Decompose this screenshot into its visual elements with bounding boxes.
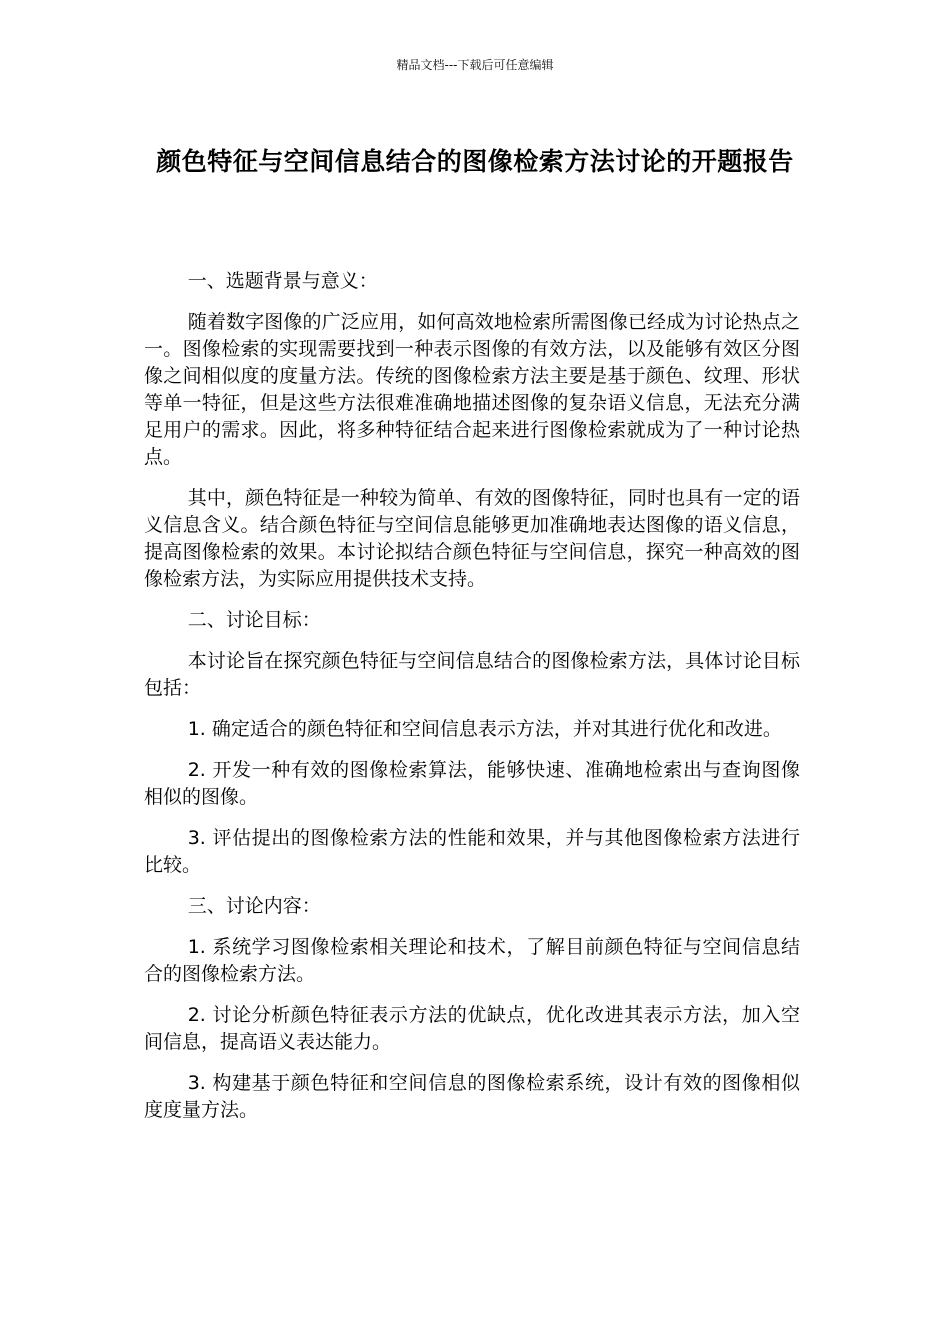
document-body <box>144 268 800 1138</box>
paragraph-background-1: 随着数字图像的广泛应用，如何高效地检索所需图像已经成为讨论热点之一。图像检索的实现需要找到一种表示图像的有效方法，以及能够有效区分图像之间相似度的度量方法。传统的图像检索方法主要是基于颜色、纹理、形状等单一特征，但是这些方法很难准确地描述图像的复杂语义信息，无法充分满足用户的需求。因此，将多种特征结合起来进行图像检索就成为了一种讨论热点。 <box>144 311 800 468</box>
paragraph-background-2: 其中，颜色特征是一种较为简单、有效的图像特征，同时也具有一定的语义信息含义。结合颜色特征与空间信息能够更加准确地表达图像的语义信息，提高图像检索的效果。本讨论拟结合颜色特征与空间信息，探究一种高效的图像检索方法，为实际应用提供技术支持。 <box>144 487 800 590</box>
list-item-goal-1: 1. 确定适合的颜色特征和空间信息表示方法，并对其进行优化和改进。 <box>187 718 782 740</box>
list-item-content-2: 2. 讨论分析颜色特征表示方法的优缺点，优化改进其表示方法，加入空间信息，提高语义表达能力。 <box>144 1004 800 1053</box>
section-heading-background: 一、选题背景与意义： <box>187 270 378 292</box>
section-heading-goals: 二、讨论目标： <box>187 609 321 631</box>
header-note: 精品文档---下载后可任意编辑 <box>396 58 554 72</box>
section-heading-content: 三、讨论内容： <box>187 895 321 917</box>
list-item-goal-2: 2. 开发一种有效的图像检索算法，能够快速、准确地检索出与查询图像相似的图像。 <box>144 759 800 808</box>
list-item-content-1: 1. 系统学习图像检索相关理论和技术，了解目前颜色特征与空间信息结合的图像检索方法。 <box>144 936 800 985</box>
list-item-content-3: 3. 构建基于颜色特征和空间信息的图像检索系统，设计有效的图像相似度度量方法。 <box>144 1072 800 1121</box>
document-title: 颜色特征与空间信息结合的图像检索方法讨论的开题报告 <box>156 147 794 176</box>
list-item-goal-3: 3. 评估提出的图像检索方法的性能和效果，并与其他图像检索方法进行比较。 <box>144 827 800 876</box>
paragraph-goals-intro: 本讨论旨在探究颜色特征与空间信息结合的图像检索方法，具体讨论目标包括： <box>144 650 800 699</box>
